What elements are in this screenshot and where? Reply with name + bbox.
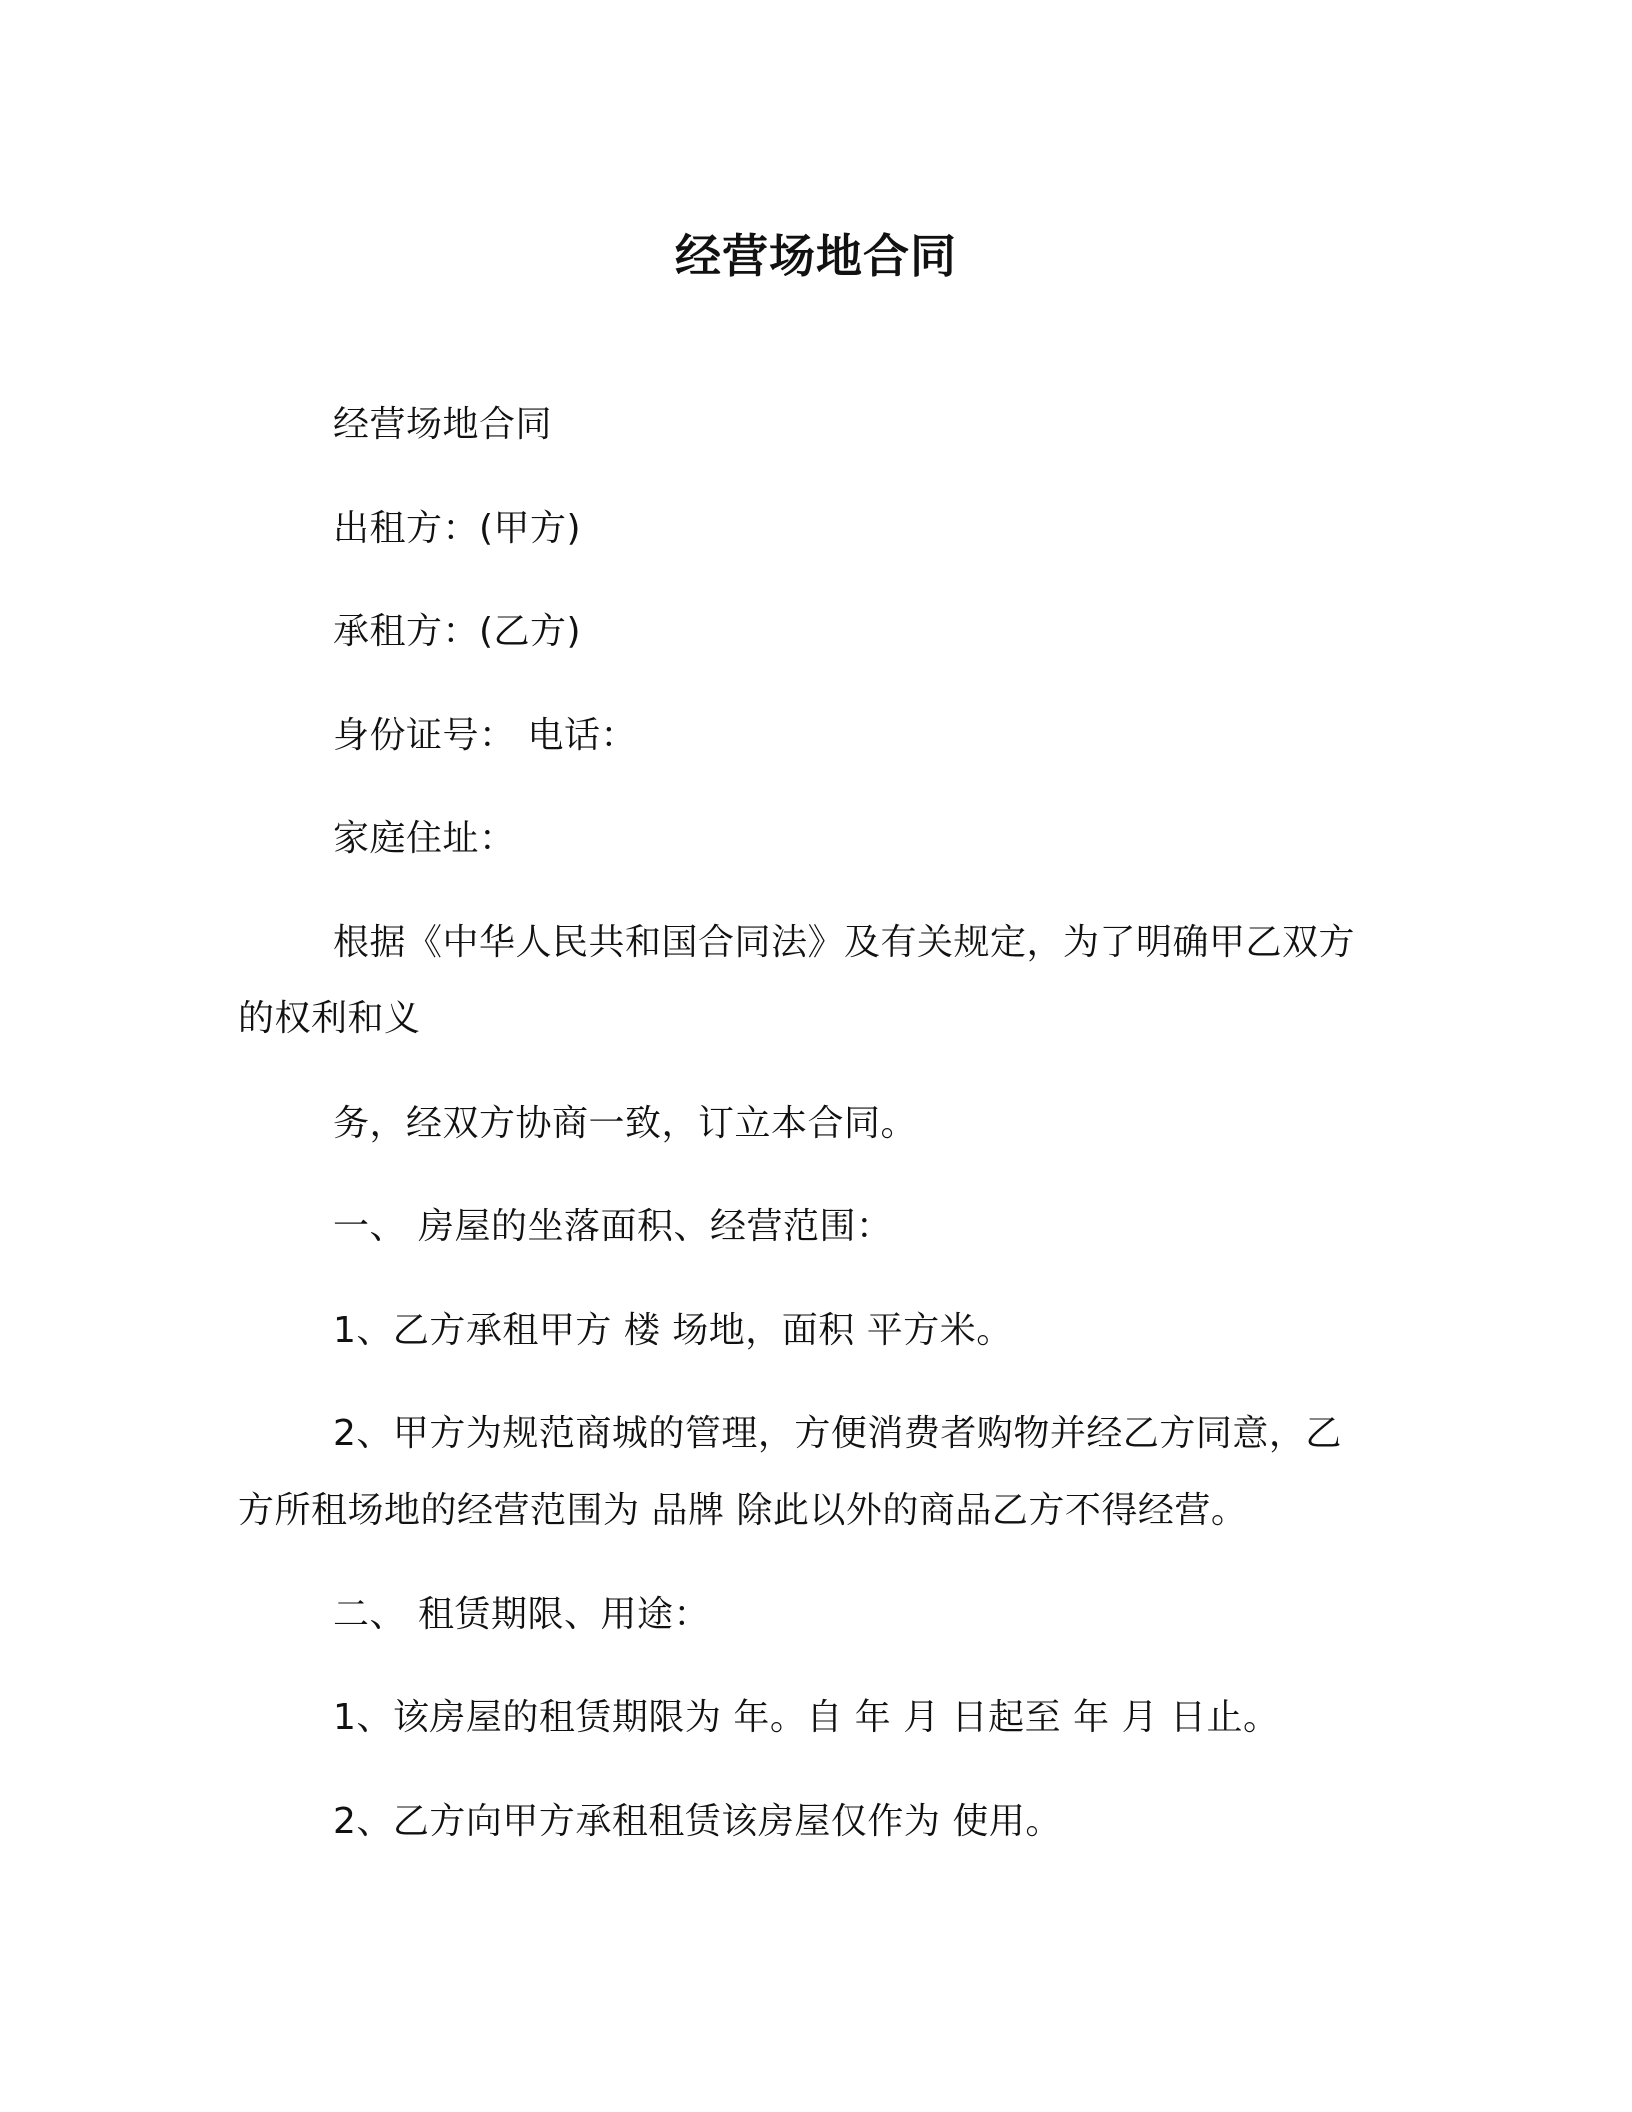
clause-1-2-line-1: 2、甲方为规范商城的管理，方便消费者购物并经乙方同意，乙 [333,1413,1342,1454]
clause-2-1: 1、该房屋的租赁期限为 年。自 年 月 日起至 年 月 日止。 [333,1697,1280,1738]
line-lessor: 出租方：(甲方) [333,508,582,549]
clause-1-2-line-2: 方所租场地的经营范围为 品牌 除此以外的商品乙方不得经营。 [238,1490,1248,1531]
line-preamble-2: 的权利和义 [238,998,421,1039]
section-heading-1: 一、 房屋的坐落面积、经营范围： [333,1206,893,1247]
line-preamble-3: 务，经双方协商一致，订立本合同。 [333,1103,918,1144]
line-address: 家庭住址： [333,818,516,859]
clause-1-1: 1、乙方承租甲方 楼 场地，面积 平方米。 [333,1310,1013,1351]
line-id-phone: 身份证号： 电话： [333,715,637,756]
line-lessee: 承租方：(乙方) [333,611,582,652]
line-subtitle: 经营场地合同 [333,404,553,445]
section-heading-2: 二、 租赁期限、用途： [333,1594,710,1635]
document-title: 经营场地合同 [675,229,957,283]
line-preamble-1: 根据《中华人民共和国合同法》及有关规定，为了明确甲乙双方 [333,922,1356,963]
clause-2-2: 2、乙方向甲方承租租赁该房屋仅作为 使用。 [333,1801,1062,1842]
